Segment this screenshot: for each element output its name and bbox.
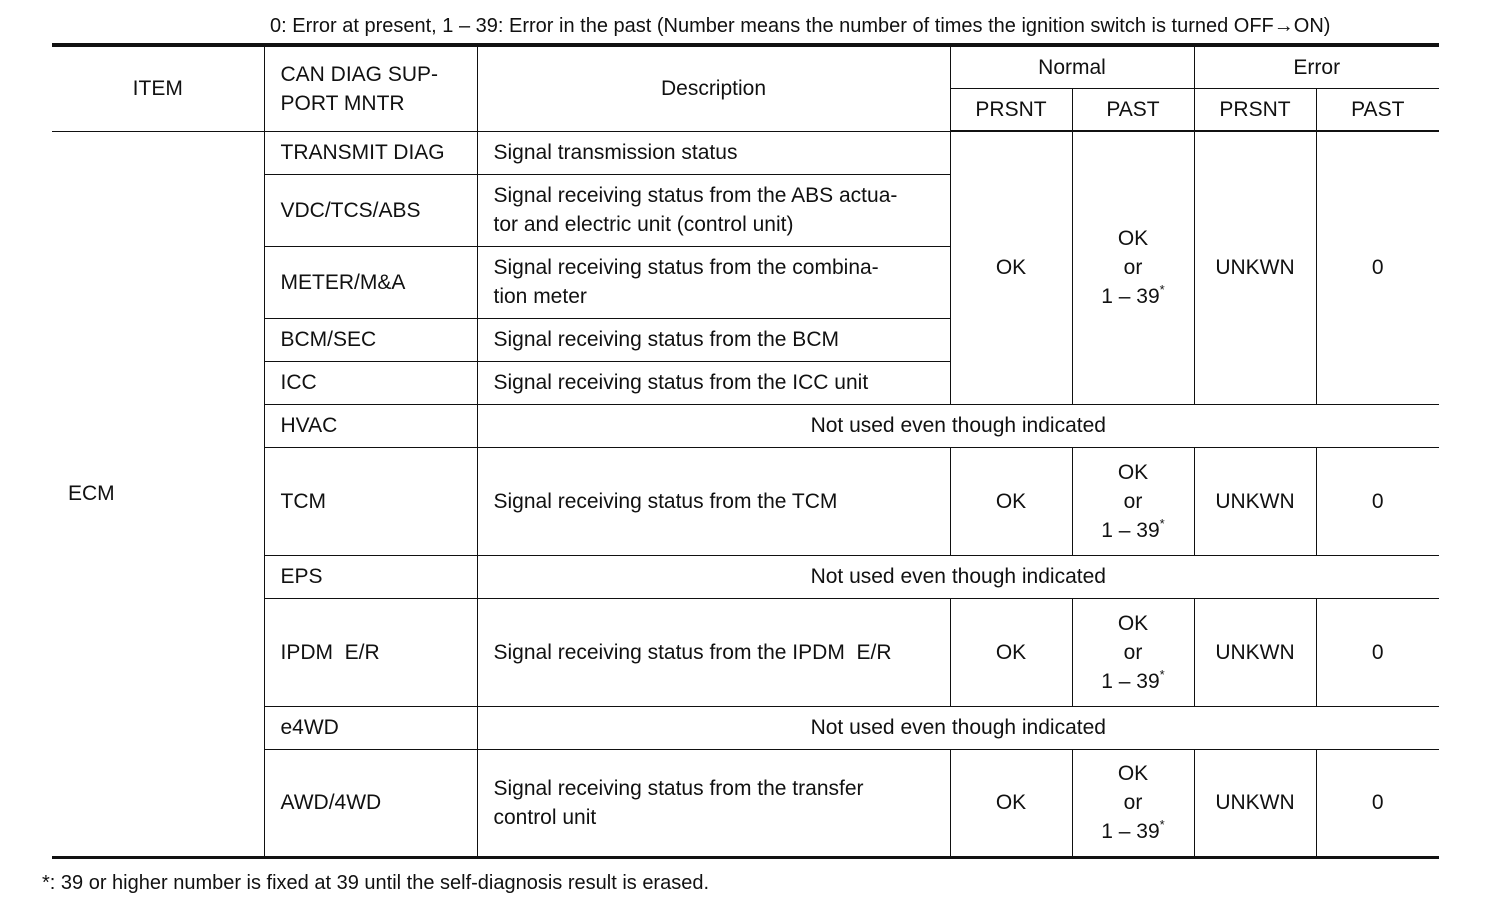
row-name-transmit-diag: TRANSMIT DIAG [264,131,477,174]
header-error: Error [1194,45,1439,88]
awd-past-or: or [1123,791,1143,814]
can-diag-table [52,43,1439,859]
row-name-vdc-tcs-abs: VDC/TCS/ABS [264,174,477,246]
group1-past-ok: OK [1117,227,1149,251]
tcm-past-range-text: 1 – 39 [1101,518,1160,542]
row-name-eps: EPS [264,555,477,598]
group1-asterisk: * [1159,282,1165,298]
tcm-error-prsnt: UNKWN [1194,447,1316,555]
header-item: ITEM [52,45,264,131]
group1-past-or: or [1123,256,1143,280]
ipdm-normal-prsnt: OK [950,598,1072,706]
row-desc-awd-line1: Signal receiving status from the transfer [493,776,864,800]
row-name-e4wd: e4WD [264,706,477,749]
group1-error-past: 0 [1316,131,1439,404]
group1-past-range [1073,282,1194,311]
row-name-hvac: HVAC [264,404,477,447]
group1-normal-past [1072,131,1194,404]
header-error-prsnt: PRSNT [1194,88,1316,131]
row-name-meter: METER/M&A [264,246,477,318]
row-desc-bcm-sec: Signal receiving status from the BCM [477,318,950,361]
header-normal-prsnt: PRSNT [950,88,1072,131]
tcm-past-range [1073,516,1194,545]
group1-past-range-text: 1 – 39 [1101,285,1160,309]
item-ecm: ECM [52,131,264,857]
row-desc-meter-line2: tion meter [493,285,587,308]
awd-normal-prsnt: OK [950,749,1072,857]
row-desc-meter-line1: Signal receiving status from the combina- [493,256,879,279]
header-note: 0: Error at present, 1 – 39: Error in the past (Number means the number of times the ignition switch is turned OFF→ON) [270,15,1331,37]
row-desc-transmit-diag: Signal transmission status [477,131,950,174]
group1-error-prsnt: UNKWN [1194,131,1316,404]
awd-past-ok: OK [1117,762,1149,785]
header-support-monitor [264,45,477,131]
row-desc-hvac: Not used even though indicated [477,404,1439,447]
row-desc-icc: Signal receiving status from the ICC unit [477,361,950,404]
row-name-bcm-sec: BCM/SEC [264,318,477,361]
row-desc-vdc-tcs-abs [477,174,950,246]
row-desc-vdc-line2: tor and electric unit (control unit) [493,213,794,236]
row-desc-eps: Not used even though indicated [477,555,1439,598]
row-name-awd-4wd: AWD/4WD [264,749,477,857]
ipdm-past-ok: OK [1117,611,1149,635]
ipdm-past-range [1073,667,1194,696]
tcm-past-ok: OK [1117,460,1149,484]
ipdm-normal-past [1072,598,1194,706]
tcm-past-or: or [1123,489,1143,513]
row-desc-awd-4wd [477,749,950,857]
row-desc-vdc-line1: Signal receiving status from the ABS actua- [493,184,898,207]
awd-past-range-text: 1 – 39 [1101,820,1160,843]
row-name-icc: ICC [264,361,477,404]
row-name-ipdm: IPDM E/R [264,598,477,706]
row-desc-ipdm: Signal receiving status from the IPDM E/R [477,598,950,706]
header-description: Description [477,45,950,131]
awd-asterisk: * [1159,817,1165,832]
tcm-normal-prsnt: OK [950,447,1072,555]
header-support-line1: CAN DIAG SUP- [280,62,439,86]
tcm-error-past: 0 [1316,447,1439,555]
header-error-past: PAST [1316,88,1439,131]
row-desc-tcm: Signal receiving status from the TCM [477,447,950,555]
awd-error-prsnt: UNKWN [1194,749,1316,857]
ipdm-error-past: 0 [1316,598,1439,706]
row-name-tcm: TCM [264,447,477,555]
awd-past-range [1073,817,1194,846]
tcm-asterisk: * [1159,515,1165,531]
ipdm-error-prsnt: UNKWN [1194,598,1316,706]
row-desc-awd-line2: control unit [493,805,597,829]
tcm-normal-past [1072,447,1194,555]
ipdm-asterisk: * [1159,666,1165,682]
ipdm-past-range-text: 1 – 39 [1101,669,1160,693]
group1-normal-prsnt: OK [950,131,1072,404]
awd-error-past: 0 [1316,749,1439,857]
header-normal-past: PAST [1072,88,1194,131]
awd-normal-past [1072,749,1194,857]
row-desc-e4wd: Not used even though indicated [477,706,1439,749]
header-support-line2: PORT MNTR [280,91,405,115]
row-desc-meter [477,246,950,318]
ipdm-past-or: or [1123,640,1143,664]
header-normal: Normal [950,45,1194,88]
footer-note: *: 39 or higher number is fixed at 39 until the self-diagnosis result is erased. [42,872,710,894]
